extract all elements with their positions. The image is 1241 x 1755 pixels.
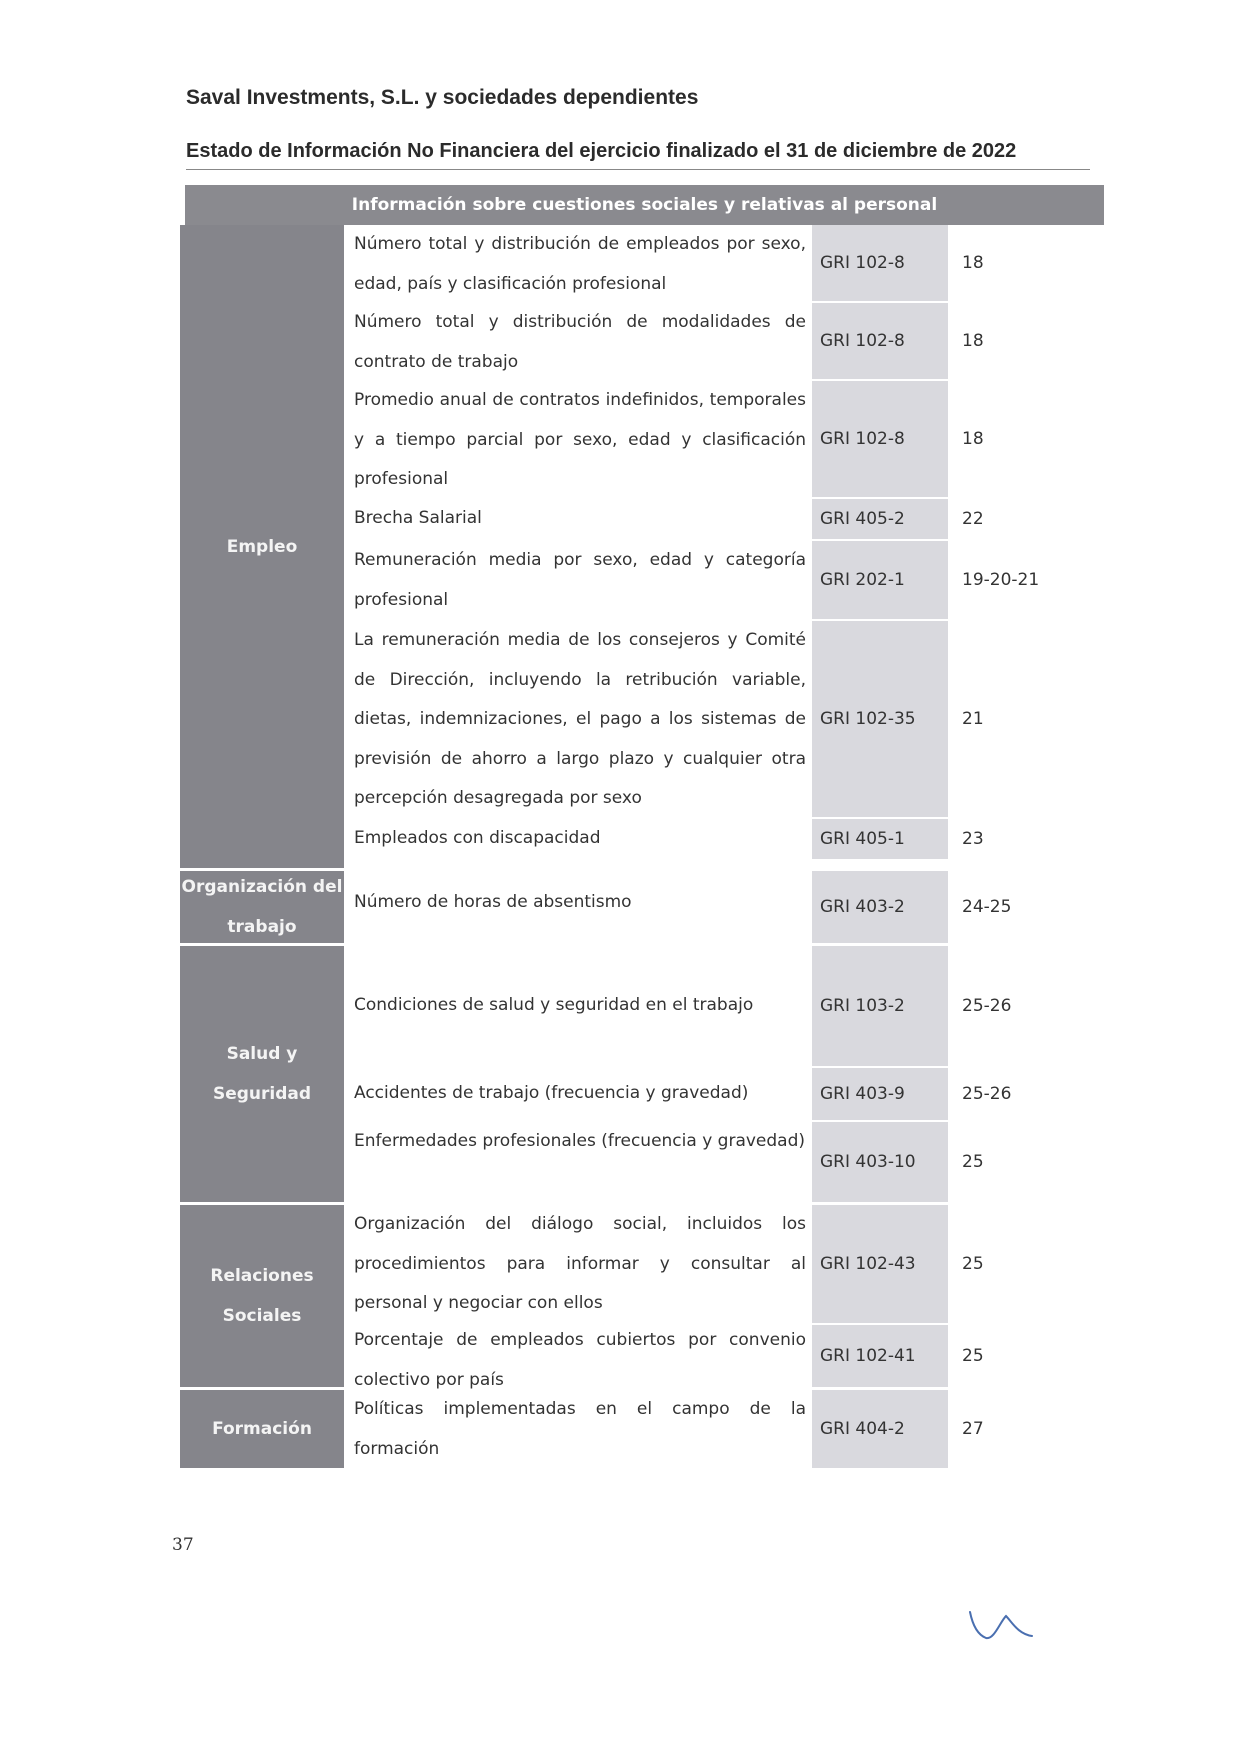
row-page: 19-20-21 xyxy=(962,570,1040,590)
row-gri-code: GRI 102-43 xyxy=(812,1205,948,1323)
page-number: 37 xyxy=(172,1535,194,1555)
row-gri-code: GRI 403-2 xyxy=(812,871,948,943)
row-page: 18 xyxy=(962,253,984,273)
row-description: Políticas implementadas en el campo de la formación xyxy=(354,1399,806,1459)
row-description: Porcentaje de empleados cubiertos por convenio colectivo por país xyxy=(354,1330,806,1390)
section-label: Salud y Seguridad xyxy=(212,1044,312,1104)
section-organizacion xyxy=(180,871,344,943)
row-page: 27 xyxy=(962,1419,984,1439)
row-description: Remuneración media por sexo, edad y categoría profesional xyxy=(354,550,806,610)
company-name: Saval Investments, S.L. y sociedades dependientes xyxy=(186,86,699,109)
row-description: Número total y distribución de modalidades de contrato de trabajo xyxy=(354,312,806,372)
row-gri-code: GRI 404-2 xyxy=(812,1390,948,1468)
row-description: La remuneración media de los consejeros y Comité de Dirección, incluyendo la retribución variable, dietas, indemnizaciones, el pago a los sistemas de previsión de ahorro a largo plazo y cualquier otra percepción desagregada por sexo xyxy=(354,630,806,808)
table-row xyxy=(346,871,1104,943)
row-description: Empleados con discapacidad xyxy=(354,828,601,848)
row-description: Organización del diálogo social, incluidos los procedimientos para informar y consultar al personal y negociar con ellos xyxy=(354,1214,806,1313)
section-salud xyxy=(180,946,344,1202)
row-description: Condiciones de salud y seguridad en el trabajo xyxy=(354,995,754,1015)
row-gri-code: GRI 403-10 xyxy=(812,1122,948,1202)
row-description: Enfermedades profesionales (frecuencia y gravedad) xyxy=(354,1131,806,1151)
report-subtitle: Estado de Información No Financiera del ejercicio finalizado el 31 de diciembre de 2022 xyxy=(186,140,1090,170)
table-row xyxy=(346,1068,1104,1120)
row-page: 25 xyxy=(962,1346,984,1366)
row-description: Brecha Salarial xyxy=(354,508,482,528)
table-row xyxy=(346,1325,1104,1390)
row-description: Promedio anual de contratos indefinidos, temporales y a tiempo parcial por sexo, edad y clasificación profesional xyxy=(354,390,806,489)
table-row xyxy=(346,1122,1104,1202)
row-page: 25 xyxy=(962,1152,984,1172)
row-description: Número de horas de absentismo xyxy=(354,892,632,912)
table-row xyxy=(346,946,1104,1066)
row-page: 23 xyxy=(962,829,984,849)
section-empleo xyxy=(180,225,344,868)
table-row xyxy=(346,225,1104,301)
table-row xyxy=(346,621,1104,817)
section-relaciones xyxy=(180,1205,344,1387)
row-page: 25-26 xyxy=(962,1084,1012,1104)
table-row xyxy=(346,1205,1104,1323)
row-gri-code: GRI 102-8 xyxy=(812,225,948,301)
row-gri-code: GRI 102-8 xyxy=(812,303,948,379)
row-page: 25-26 xyxy=(962,996,1012,1016)
section-label: Organización del trabajo xyxy=(181,877,343,937)
table-row xyxy=(346,541,1104,619)
table-row xyxy=(346,819,1104,859)
signature-mark xyxy=(966,1608,1036,1644)
section-label: Formación xyxy=(212,1419,312,1439)
row-page: 18 xyxy=(962,429,984,449)
row-page: 25 xyxy=(962,1254,984,1274)
table-row xyxy=(346,381,1104,497)
row-gri-code: GRI 102-35 xyxy=(812,621,948,817)
section-label: Relaciones Sociales xyxy=(210,1266,314,1326)
section-formacion xyxy=(180,1390,344,1468)
row-gri-code: GRI 102-41 xyxy=(812,1325,948,1387)
row-gri-code: GRI 403-9 xyxy=(812,1068,948,1120)
row-gri-code: GRI 405-1 xyxy=(812,819,948,859)
table-title: Información sobre cuestiones sociales y relativas al personal xyxy=(185,185,1104,225)
row-gri-code: GRI 202-1 xyxy=(812,541,948,619)
row-description: Accidentes de trabajo (frecuencia y gravedad) xyxy=(354,1083,749,1103)
row-gri-code: GRI 405-2 xyxy=(812,499,948,539)
section-label: Empleo xyxy=(226,536,298,557)
row-description: Número total y distribución de empleados por sexo, edad, país y clasificación profesional xyxy=(354,234,806,294)
row-page: 24-25 xyxy=(962,897,1012,917)
table-row xyxy=(346,303,1104,379)
row-gri-code: GRI 102-8 xyxy=(812,381,948,497)
row-page: 22 xyxy=(962,509,984,529)
row-gri-code: GRI 103-2 xyxy=(812,946,948,1066)
row-page: 18 xyxy=(962,331,984,351)
row-page: 21 xyxy=(962,709,984,729)
table-row xyxy=(346,499,1104,539)
table-row xyxy=(346,1390,1104,1468)
